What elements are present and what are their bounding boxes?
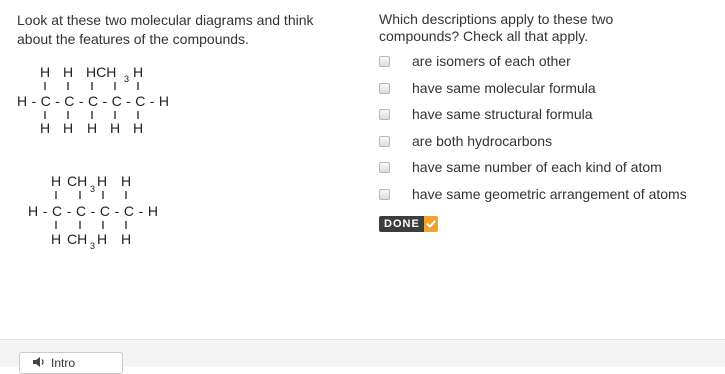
question-prompt-right	[379, 11, 679, 45]
d1-main-chain: H-C-C-C-C-C-H	[17, 93, 169, 109]
prompt-left-line1: Look at these two molecular diagrams and think	[17, 12, 314, 28]
d1-bottom-h4: H	[110, 120, 121, 136]
molecule-diagram-2	[26, 171, 176, 251]
footer-bar	[0, 339, 725, 370]
option-label[interactable]: have same number of each kind of atom	[412, 159, 662, 176]
d2-top-ch: CH	[67, 173, 88, 189]
d2-bottom-h3: H	[97, 231, 108, 247]
intro-button[interactable]	[19, 352, 123, 374]
speaker-icon	[32, 355, 46, 373]
d1-top-hch: HCH	[86, 64, 117, 80]
prompt-right-line2: compounds? Check all that apply.	[379, 28, 589, 44]
option-label[interactable]: are both hydrocarbons	[412, 132, 553, 149]
option-label[interactable]: have same structural formula	[412, 106, 593, 123]
option-checkbox[interactable]	[379, 83, 390, 94]
d2-bottom-h4: H	[121, 231, 132, 247]
d2-top-h1: H	[51, 173, 62, 189]
option-row[interactable]	[379, 79, 596, 107]
d2-top-sub: 3	[90, 184, 96, 194]
option-checkbox[interactable]	[379, 136, 390, 147]
d2-top-h4: H	[121, 173, 132, 189]
d2-top-h3: H	[97, 173, 108, 189]
done-button[interactable]	[379, 216, 438, 232]
d2-bottom-ch: CH	[67, 231, 88, 247]
done-button-label: DONE	[379, 216, 424, 232]
d1-top-h2: H	[63, 64, 74, 80]
option-label[interactable]: are isomers of each other	[412, 53, 571, 69]
molecule-diagram-1	[14, 60, 184, 138]
answer-options	[379, 53, 687, 213]
d2-main-chain: H-C-C-C-C-H	[28, 203, 158, 219]
option-row[interactable]	[379, 185, 687, 213]
option-checkbox[interactable]	[379, 189, 390, 200]
d1-bottom-h5: H	[133, 120, 144, 136]
d1-bottom-h1: H	[40, 120, 51, 136]
prompt-left-line2: about the features of the compounds.	[17, 31, 249, 47]
prompt-right-line1: Which descriptions apply to these two	[379, 11, 614, 27]
checkmark-icon	[424, 216, 438, 232]
d2-bottom-h1: H	[51, 231, 62, 247]
option-label[interactable]: have same molecular formula	[412, 79, 596, 96]
question-prompt-left	[17, 11, 357, 49]
option-row[interactable]	[379, 159, 662, 186]
option-checkbox[interactable]	[379, 56, 390, 67]
option-checkbox[interactable]	[379, 162, 390, 173]
d1-bottom-h3: H	[87, 120, 98, 136]
d1-bottom-h2: H	[63, 120, 74, 136]
option-row[interactable]	[379, 106, 593, 133]
option-row[interactable]	[379, 132, 553, 160]
d1-top-h4: H	[133, 64, 144, 80]
d2-bottom-sub: 3	[90, 241, 96, 251]
option-checkbox[interactable]	[379, 109, 390, 120]
d1-top-h1: H	[40, 64, 51, 80]
option-label[interactable]: have same geometric arrangement of atoms	[412, 185, 687, 202]
d1-top-sub: 3	[124, 74, 130, 84]
option-row[interactable]	[379, 53, 571, 80]
intro-button-label: Intro	[51, 356, 76, 370]
